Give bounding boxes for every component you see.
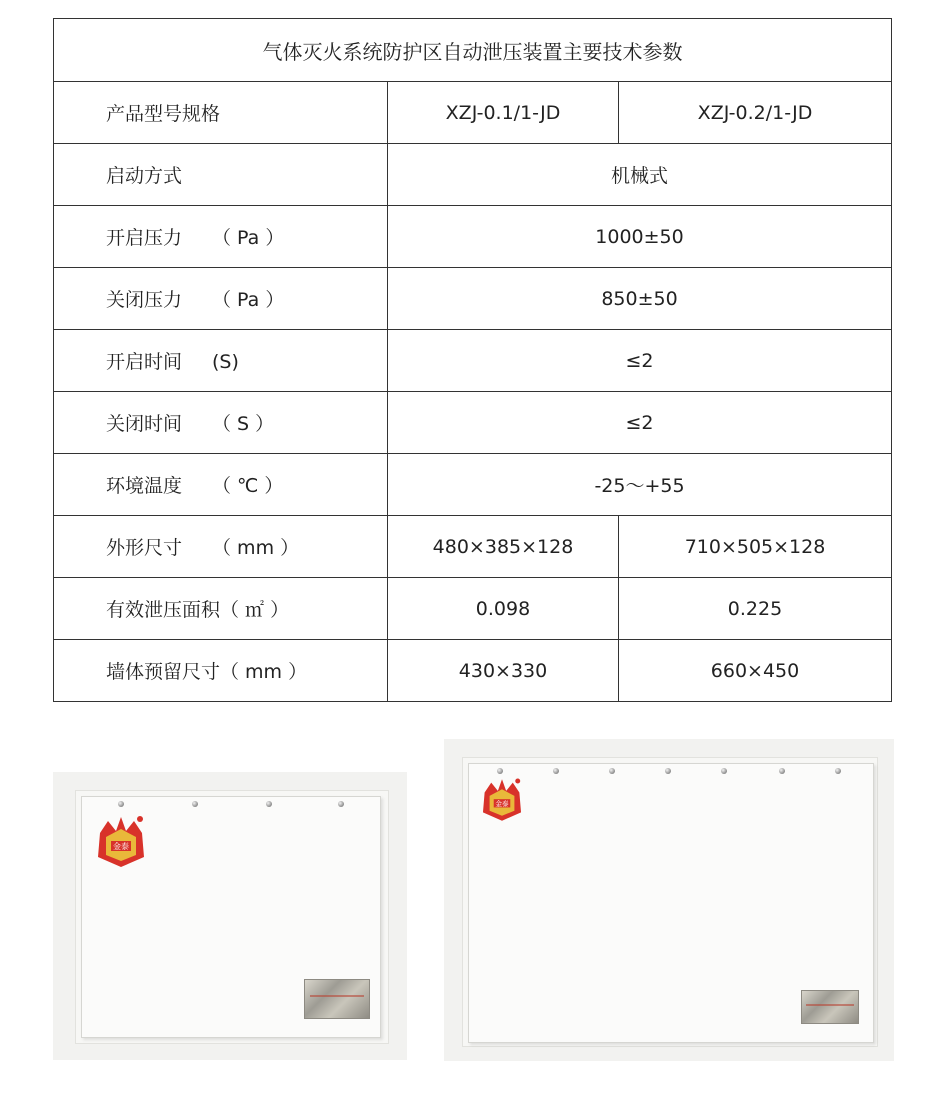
row-value: XZJ-0.1/1-JD [388,82,619,144]
row-value: 850±50 [388,268,892,330]
row-label-text: 启动方式 [106,165,183,187]
nameplate [304,979,370,1019]
row-unit: （ S ） [212,413,275,435]
row-value: ≤2 [388,392,892,454]
row-label [54,82,388,144]
row-label-text: 产品型号规格 [106,103,221,125]
table-row [54,640,892,702]
table-row [54,330,892,392]
row-label [54,268,388,330]
table-row [54,578,892,640]
row-unit: （ mm ） [212,537,300,559]
large-unit-panel [468,763,874,1043]
rivet [609,768,615,774]
row-value: ≤2 [388,330,892,392]
brand-logo-icon [479,776,525,824]
row-value: XZJ-0.2/1-JD [619,82,892,144]
rivet [779,768,785,774]
row-label-text: 外形尺寸 [106,537,183,559]
row-value: 1000±50 [388,206,892,268]
small-unit-photo [53,772,407,1060]
table-row [54,206,892,268]
row-unit: (S) [212,351,239,373]
row-value: 0.225 [619,578,892,640]
rivet [497,768,503,774]
rivet [266,801,272,807]
small-unit-panel [81,796,381,1038]
row-label [54,516,388,578]
row-value: 机械式 [388,144,892,206]
table-row [54,516,892,578]
rivet [721,768,727,774]
brand-logo-icon [94,813,148,871]
row-label [54,454,388,516]
table-title-row [54,19,892,82]
row-label [54,392,388,454]
rivet [835,768,841,774]
rivet [338,801,344,807]
row-unit: （ Pa ） [212,289,285,311]
rivet [553,768,559,774]
row-label [54,144,388,206]
row-label [54,640,388,702]
row-value: 660×450 [619,640,892,702]
brand-logo-text: 金泰 [495,799,509,808]
row-label [54,206,388,268]
large-unit-photo [444,739,894,1061]
table-row [54,392,892,454]
nameplate [801,990,859,1024]
spec-table [53,18,892,702]
row-label-text: 关闭时间 [106,413,183,435]
table-row [54,82,892,144]
row-value: 480×385×128 [388,516,619,578]
brand-logo-text: 金泰 [113,842,129,851]
row-value: 0.098 [388,578,619,640]
row-label-text: 有效泄压面积（ ㎡ ） [106,599,290,621]
row-label-text: 关闭压力 [106,289,183,311]
row-label-text: 开启时间 [106,351,183,373]
table-row [54,268,892,330]
row-unit: （ ℃ ） [212,475,284,497]
row-label [54,330,388,392]
row-value: 710×505×128 [619,516,892,578]
row-label-text: 环境温度 [106,475,183,497]
table-row [54,454,892,516]
row-unit: （ Pa ） [212,227,285,249]
row-value: -25～+55 [388,454,892,516]
row-label-text: 开启压力 [106,227,183,249]
row-label-text: 墙体预留尺寸（ mm ） [106,661,308,683]
row-label [54,578,388,640]
rivet [192,801,198,807]
rivet [118,801,124,807]
table-row [54,144,892,206]
row-value: 430×330 [388,640,619,702]
rivet [665,768,671,774]
table-title: 气体灭火系统防护区自动泄压装置主要技术参数 [54,19,892,82]
